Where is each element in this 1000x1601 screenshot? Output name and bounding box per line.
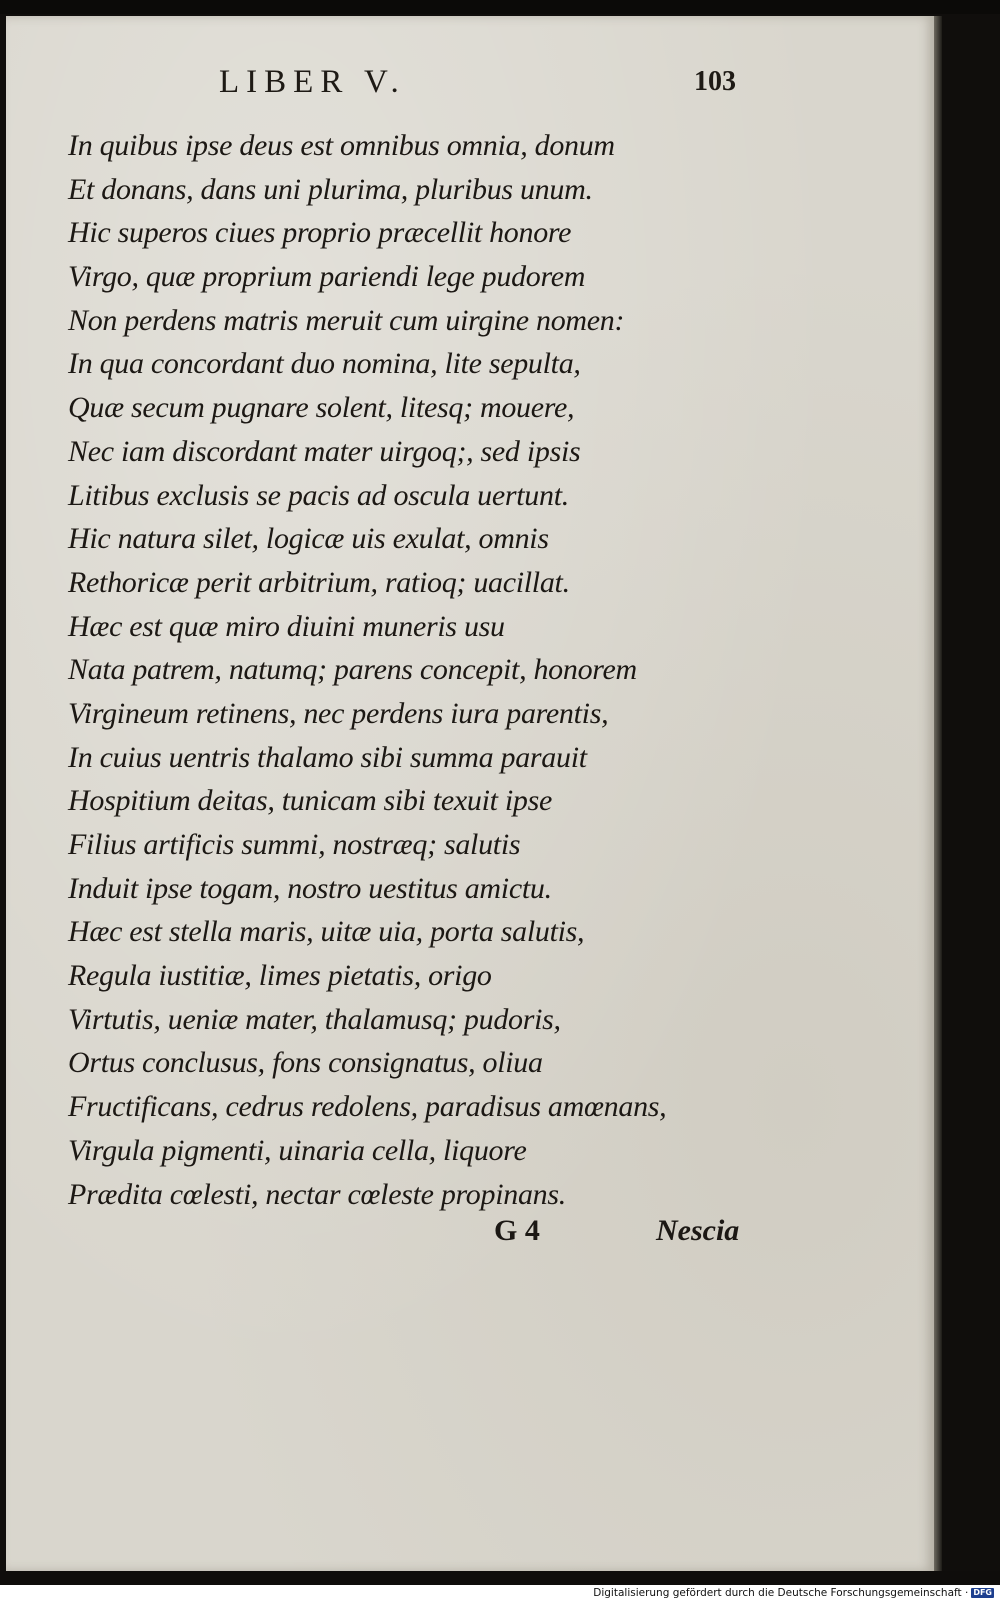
verse-line: Nata patrem, natumq; parens concepit, honorem: [68, 653, 637, 687]
credit-bar: [0, 1585, 1000, 1601]
verse-line: Hic natura silet, logicæ uis exulat, omnis: [68, 522, 549, 556]
running-title: LIBER V.: [219, 64, 406, 100]
page-number: 103: [694, 66, 736, 97]
scan-bottom-border: [0, 1571, 1000, 1585]
verse-line: Et donans, dans uni plurima, pluribus unum.: [68, 172, 593, 206]
verse-line: Litibus exclusis se pacis ad oscula uertunt.: [68, 478, 569, 512]
verse-line: Hæc est quæ miro diuini muneris usu: [68, 609, 505, 643]
funding-credit: [593, 1586, 994, 1600]
verse-line: Non perdens matris meruit cum uirgine nomen:: [68, 303, 625, 337]
verse-line: Virtutis, ueniæ mater, thalamusq; pudoris,: [68, 1002, 561, 1036]
verse-line: Filius artificis summi, nostræq; salutis: [68, 828, 521, 861]
verse-line: Hæc est stella maris, uitæ uia, porta salutis,: [68, 915, 585, 949]
signature-mark: G 4: [494, 1214, 540, 1247]
verse-line: In cuius uentris thalamo sibi summa parauit: [68, 740, 587, 774]
paper-page: [6, 16, 934, 1571]
page-edge-shadow: [934, 16, 942, 1571]
verse-line: Virgineum retinens, nec perdens iura parentis,: [68, 696, 609, 730]
verse-line: Fructificans, cedrus redolens, paradisus amœnans,: [68, 1090, 667, 1124]
verse-line: Virgo, quæ proprium pariendi lege pudorem: [68, 260, 586, 294]
verse-line: Ortus conclusus, fons consignatus, oliua: [68, 1046, 543, 1080]
verse-line: Quæ secum pugnare solent, litesq; mouere,: [68, 391, 575, 425]
verse-line: In quibus ipse deus est omnibus omnia, donum: [68, 129, 615, 162]
verse-line: Nec iam discordant mater uirgoq;, sed ipsis: [68, 434, 581, 468]
verse-block: [68, 124, 666, 1216]
verse-line: Prædita cœlesti, nectar cœleste propinans.: [68, 1177, 566, 1211]
verse-line: Hospitium deitas, tunicam sibi texuit ipse: [68, 784, 553, 818]
funding-credit-text: Digitalisierung gefördert durch die Deutsche Forschungsgemeinschaft ·: [593, 1587, 969, 1599]
catchword: Nescia: [656, 1214, 740, 1247]
verse-line: Rethoricæ perit arbitrium, ratioq; uacillat.: [68, 565, 570, 599]
verse-line: Induit ipse togam, nostro uestitus amictu.: [68, 871, 552, 905]
dfg-logo-icon: DFG: [973, 1588, 992, 1597]
verse-line: Regula iustitiæ, limes pietatis, origo: [68, 959, 492, 993]
verse-line: Virgula pigmenti, uinaria cella, liquore: [68, 1133, 527, 1167]
verse-line: Hic superos ciues proprio præcellit honore: [68, 216, 572, 250]
scan-top-border: [0, 0, 1000, 14]
verse-line: In qua concordant duo nomina, lite sepulta,: [68, 347, 581, 381]
